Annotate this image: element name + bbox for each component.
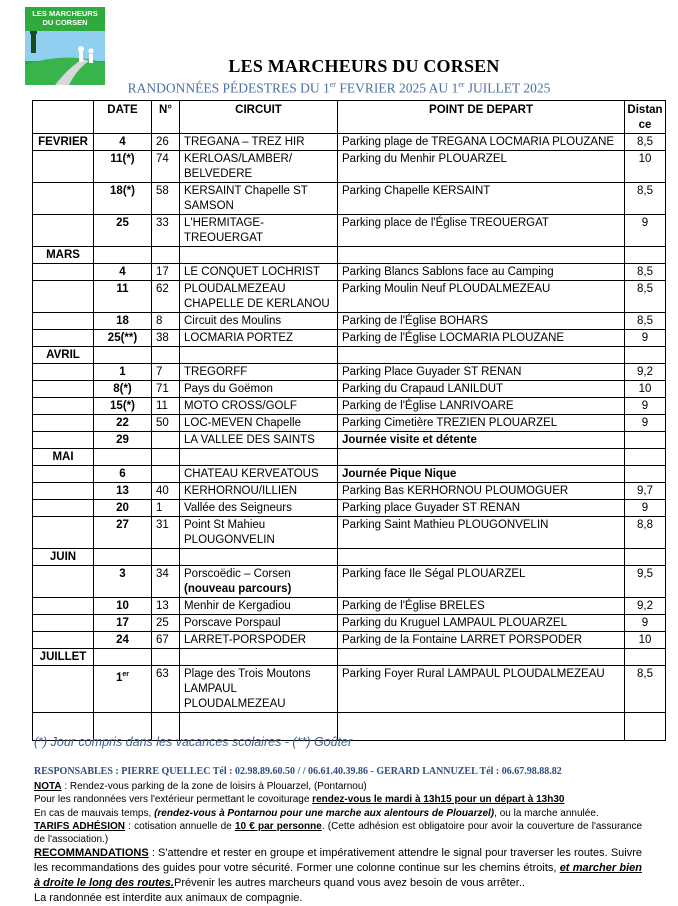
date-suffix: er: [122, 671, 130, 678]
date-value: 29: [116, 434, 129, 446]
table-row: [33, 381, 666, 398]
page-subtitle: [0, 80, 678, 97]
departure-cell: Parking de l'Église LANRIVOARE: [338, 398, 625, 415]
departure-cell: Parking de l'Église BOHARS: [338, 313, 625, 330]
circuit-name: PLOUDALMEZEAU CHAPELLE DE KERLANOU: [184, 283, 330, 310]
circuit-name: Pays du Goëmon: [184, 383, 273, 395]
circuit-number-cell: 7: [152, 364, 180, 381]
circuit-cell: [180, 215, 338, 247]
departure-cell: Journée Pique Nique: [338, 466, 625, 483]
table-row: [33, 549, 666, 566]
circuit-name: LARRET-PORSPODER: [184, 634, 307, 646]
distance-cell: 10: [625, 381, 666, 398]
circuit-number-cell: 40: [152, 483, 180, 500]
departure-cell: Parking Blancs Sablons face au Camping: [338, 264, 625, 281]
distance-cell: 9: [625, 398, 666, 415]
table-row: [33, 466, 666, 483]
departure-cell: Parking Cimetière TREZIEN PLOUARZEL: [338, 415, 625, 432]
weather-highlight: (rendez-vous à Pontarnou pour une marche aux alentours de Plouarzel): [154, 807, 495, 819]
rec-text: : S'attendre et rester en groupe et impérativement attendre le signal pour traverser les routes. Suivre les recommandations des guides pour votre sécurité. Former une colonne continue sur les chemins étroits,: [34, 847, 642, 875]
departure-cell: Parking du Crapaud LANILDUT: [338, 381, 625, 398]
date-cell: [94, 151, 152, 183]
distance-cell: 8,5: [625, 666, 666, 713]
recommendations: [34, 846, 642, 891]
departure-cell: Parking de l'Église BRELES: [338, 598, 625, 615]
table-row: [33, 313, 666, 330]
header-distance: Distan ce: [625, 101, 666, 134]
date-cell: [94, 313, 152, 330]
distance-cell: 8,5: [625, 264, 666, 281]
circuit-number-cell: 13: [152, 598, 180, 615]
departure-cell: Parking de la Fontaine LARRET PORSPODER: [338, 632, 625, 649]
nota-line: [34, 780, 642, 793]
circuit-name: Vallée des Seigneurs: [184, 502, 292, 514]
table-row: [33, 415, 666, 432]
departure-cell: Parking Chapelle KERSAINT: [338, 183, 625, 215]
header-number: N°: [152, 101, 180, 134]
logo-text-line2: DU CORSEN: [42, 18, 88, 27]
circuit-cell: [180, 134, 338, 151]
circuit-number-cell: 62: [152, 281, 180, 313]
month-cell: JUIN: [33, 549, 94, 566]
table-row: [33, 264, 666, 281]
circuit-cell: [180, 313, 338, 330]
page-title: LES MARCHEURS DU CORSEN: [228, 56, 500, 76]
table-row: [33, 134, 666, 151]
circuit-cell: [180, 151, 338, 183]
subtitle-part: JUILLET 2025: [464, 80, 551, 96]
date-cell: [94, 517, 152, 549]
departure-cell: Parking Foyer Rural LAMPAUL PLOUDALMEZEAU: [338, 666, 625, 713]
month-cell: [33, 483, 94, 500]
circuit-number-cell: [152, 449, 180, 466]
departure-cell: Parking face Ile Ségal PLOUARZEL: [338, 566, 625, 598]
date-cell: [94, 549, 152, 566]
table-header-row: [33, 101, 666, 134]
subtitle-sup: er: [329, 80, 336, 89]
departure-cell: Parking plage de TREGANA LOCMARIA PLOUZANE: [338, 134, 625, 151]
table-row: [33, 151, 666, 183]
date-value: 11: [116, 283, 129, 295]
distance-cell: 9: [625, 500, 666, 517]
circuit-name: TREGORFF: [184, 366, 248, 378]
circuit-number-cell: 67: [152, 632, 180, 649]
date-cell: [94, 466, 152, 483]
month-cell: [33, 330, 94, 347]
date-cell: [94, 215, 152, 247]
header-month: [33, 101, 94, 134]
distance-cell: 9: [625, 330, 666, 347]
circuit-name: Porscoëdic – Corsen: [184, 568, 291, 580]
distance-cell: 9,2: [625, 598, 666, 615]
nota-label: NOTA: [34, 781, 62, 792]
circuit-name: Point St Mahieu PLOUGONVELIN: [184, 519, 275, 546]
table-row: [33, 330, 666, 347]
departure-cell: [338, 549, 625, 566]
circuit-number-cell: 58: [152, 183, 180, 215]
date-cell: [94, 364, 152, 381]
table-row: [33, 500, 666, 517]
date-cell: [94, 615, 152, 632]
date-value: 13: [116, 485, 129, 497]
month-cell: [33, 281, 94, 313]
date-cell: [94, 500, 152, 517]
circuit-number-cell: 74: [152, 151, 180, 183]
circuit-cell: [180, 183, 338, 215]
month-cell: [33, 666, 94, 713]
weather-text-end: , ou la marche annulée.: [494, 807, 599, 819]
circuit-name: Menhir de Kergadiou: [184, 600, 291, 612]
circuit-number-cell: [152, 466, 180, 483]
date-value: 8(*): [113, 383, 132, 395]
circuit-name: L'HERMITAGE-TREOUERGAT: [184, 217, 264, 244]
date-value: 1: [115, 671, 123, 684]
departure-cell: Parking du Kruguel LAMPAUL PLOUARZEL: [338, 615, 625, 632]
table-row: [33, 398, 666, 415]
month-cell: [33, 517, 94, 549]
date-value: 4: [119, 136, 126, 148]
date-value: 27: [116, 519, 129, 531]
departure-cell: Parking Bas KERHORNOU PLOUMOGUER: [338, 483, 625, 500]
circuit-name: Circuit des Moulins: [184, 315, 282, 327]
weather-text: En cas de mauvais temps,: [34, 807, 155, 819]
circuit-number-cell: 50: [152, 415, 180, 432]
circuit-cell: [180, 381, 338, 398]
date-cell: [94, 598, 152, 615]
table-row: [33, 432, 666, 449]
date-value: 18: [116, 315, 129, 327]
circuit-cell: [180, 632, 338, 649]
circuit-cell: [180, 566, 338, 598]
circuit-cell: [180, 364, 338, 381]
table-row: [33, 566, 666, 598]
circuit-cell: [180, 415, 338, 432]
date-value: 20: [116, 502, 129, 514]
circuit-cell: [180, 649, 338, 666]
month-cell: [33, 615, 94, 632]
distance-cell: 9,7: [625, 483, 666, 500]
distance-cell: 9,2: [625, 364, 666, 381]
notes: [34, 780, 642, 906]
date-cell: [94, 183, 152, 215]
distance-cell: [625, 466, 666, 483]
circuit-number-cell: 11: [152, 398, 180, 415]
table-row: [33, 183, 666, 215]
date-value: 4: [119, 266, 126, 278]
legend: (*) Jour compris dans les vacances scolaires - (**) Goûter: [34, 735, 353, 749]
date-cell: [94, 432, 152, 449]
month-cell: [33, 466, 94, 483]
circuit-cell: [180, 449, 338, 466]
month-cell: [33, 415, 94, 432]
departure-cell: Parking de l'Église LOCMARIA PLOUZANE: [338, 330, 625, 347]
table-row: [33, 347, 666, 364]
departure-cell: [338, 347, 625, 364]
month-cell: [33, 381, 94, 398]
circuit-number-cell: 17: [152, 264, 180, 281]
month-cell: JUILLET: [33, 649, 94, 666]
subtitle-sup: er: [458, 80, 465, 89]
distance-cell: 10: [625, 632, 666, 649]
distance-cell: 9: [625, 415, 666, 432]
month-cell: [33, 183, 94, 215]
month-cell: [33, 398, 94, 415]
date-cell: [94, 381, 152, 398]
circuit-name: TREGANA – TREZ HIR: [184, 136, 305, 148]
circuit-number-cell: 38: [152, 330, 180, 347]
distance-cell: 8,5: [625, 313, 666, 330]
distance-cell: 9: [625, 215, 666, 247]
table-row: [33, 649, 666, 666]
circuit-name: KERHORNOU/ILLIEN: [184, 485, 298, 497]
table-row: [33, 215, 666, 247]
table-row: [33, 666, 666, 713]
table-row: [33, 517, 666, 549]
circuit-cell: [180, 549, 338, 566]
circuit-cell: [180, 432, 338, 449]
month-cell: [33, 151, 94, 183]
circuit-cell: [180, 330, 338, 347]
departure-cell: Parking place de l'Église TREOUERGAT: [338, 215, 625, 247]
table-row: [33, 247, 666, 264]
circuit-name: Porscave Porspaul: [184, 617, 281, 629]
month-cell: [33, 264, 94, 281]
date-value: 25: [116, 217, 129, 229]
distance-cell: [625, 432, 666, 449]
distance-cell: [625, 247, 666, 264]
date-value: 1: [119, 366, 126, 378]
distance-cell: [625, 449, 666, 466]
date-value: 3: [119, 568, 126, 580]
circuit-name: LOC-MEVEN Chapelle: [184, 417, 301, 429]
date-value: 10: [116, 600, 129, 612]
tarifs-price: 10 € par personne: [234, 820, 322, 832]
circuit-number-cell: [152, 649, 180, 666]
circuit-cell: [180, 598, 338, 615]
circuit-cell: [180, 281, 338, 313]
departure-cell: Parking Saint Mathieu PLOUGONVELIN: [338, 517, 625, 549]
tarifs-text: : cotisation annuelle de: [124, 820, 235, 832]
date-value: 17: [116, 617, 129, 629]
date-value: 24: [116, 634, 129, 646]
subtitle-part: RANDONNÉES PÉDESTRES DU 1: [127, 80, 330, 96]
table-row: [33, 632, 666, 649]
distance-cell: 10: [625, 151, 666, 183]
rec-highlight: et marcher bien à droite le long des routes.: [34, 862, 642, 890]
distance-cell: 8,5: [625, 183, 666, 215]
circuit-number-cell: 63: [152, 666, 180, 713]
header-circuit: CIRCUIT: [180, 101, 338, 134]
departure-cell: [338, 247, 625, 264]
tarifs-label: TARIFS ADHÉSION: [34, 820, 125, 832]
circuit-cell: [180, 666, 338, 713]
date-cell: [94, 330, 152, 347]
month-cell: [33, 313, 94, 330]
circuit-number-cell: 71: [152, 381, 180, 398]
date-cell: [94, 632, 152, 649]
circuit-name: LA VALLEE DES SAINTS: [184, 434, 315, 446]
nota-text: : Rendez-vous parking de la zone de loisirs à Plouarzel, (Pontarnou): [61, 781, 367, 792]
departure-cell: [338, 449, 625, 466]
month-cell: [33, 215, 94, 247]
table-row: [33, 364, 666, 381]
departure-cell: [338, 649, 625, 666]
departure-cell: Parking place Guyader ST RENAN: [338, 500, 625, 517]
date-value: 11(*): [110, 153, 135, 165]
distance-cell: [625, 649, 666, 666]
circuit-number-cell: 31: [152, 517, 180, 549]
circuit-cell: [180, 347, 338, 364]
month-cell: [33, 566, 94, 598]
circuit-name: MOTO CROSS/GOLF: [184, 400, 297, 412]
circuit-number-cell: 34: [152, 566, 180, 598]
circuit-cell: [180, 615, 338, 632]
month-cell: FEVRIER: [33, 134, 94, 151]
month-cell: MAI: [33, 449, 94, 466]
circuit-cell: [180, 247, 338, 264]
month-cell: [33, 598, 94, 615]
date-value: 22: [116, 417, 129, 429]
circuit-cell: [180, 517, 338, 549]
circuit-name: KERSAINT Chapelle ST SAMSON: [184, 185, 308, 212]
circuit-number-cell: [152, 247, 180, 264]
table-row: [33, 615, 666, 632]
date-cell: [94, 264, 152, 281]
circuit-number-cell: 25: [152, 615, 180, 632]
circuit-name: KERLOAS/LAMBER/ BELVEDERE: [184, 153, 293, 180]
date-value: 15(*): [110, 400, 135, 412]
rec-label: RECOMMANDATIONS: [34, 847, 149, 860]
carpool-line: [34, 793, 642, 806]
departure-cell: [338, 713, 625, 741]
date-cell: [94, 247, 152, 264]
circuit-number-cell: [152, 432, 180, 449]
distance-cell: [625, 713, 666, 741]
circuit-number-cell: 33: [152, 215, 180, 247]
tarifs-text-end: . (Cette adhésion est obligatoire pour avoir la couverture de l'assurance de l'association.): [34, 820, 642, 846]
date-value: 18(*): [110, 185, 135, 197]
table-row: [33, 281, 666, 313]
month-cell: [33, 632, 94, 649]
departure-cell: Parking du Menhir PLOUARZEL: [338, 151, 625, 183]
header-date: DATE: [94, 101, 152, 134]
circuit-number-cell: [152, 347, 180, 364]
circuit-name: LE CONQUET LOCHRIST: [184, 266, 320, 278]
circuit-number-cell: 26: [152, 134, 180, 151]
circuit-name: CHATEAU KERVEATOUS: [184, 468, 319, 480]
circuit-cell: [180, 500, 338, 517]
rec-text-end: Prévenir les autres marcheurs quand vous avez besoin de vous arrêter..: [173, 877, 525, 890]
distance-cell: [625, 549, 666, 566]
distance-cell: 9: [625, 615, 666, 632]
departure-cell: Parking Moulin Neuf PLOUDALMEZEAU: [338, 281, 625, 313]
date-cell: [94, 398, 152, 415]
date-cell: [94, 449, 152, 466]
table-row: [33, 449, 666, 466]
distance-cell: 8,8: [625, 517, 666, 549]
logo-text-line1: LES MARCHEURS: [32, 9, 98, 18]
tarifs-line: [34, 820, 642, 847]
date-value: 25(**): [107, 332, 138, 344]
month-cell: AVRIL: [33, 347, 94, 364]
distance-cell: 8,5: [625, 134, 666, 151]
date-value: 6: [119, 468, 126, 480]
responsables: RESPONSABLES : PIERRE QUELLEC Tél : 02.98.89.60.50 / / 06.61.40.39.86 - GERARD LANNUZEL Tél : 06.67.98.88.82: [34, 766, 562, 777]
date-cell: [94, 415, 152, 432]
circuit-name: Plage des Trois Moutons LAMPAUL PLOUDALMEZEAU: [184, 668, 311, 710]
departure-cell: Parking Place Guyader ST RENAN: [338, 364, 625, 381]
date-cell: [94, 649, 152, 666]
distance-cell: 9,5: [625, 566, 666, 598]
circuit-number-cell: 8: [152, 313, 180, 330]
date-cell: [94, 666, 152, 713]
header-departure: POINT DE DEPART: [338, 101, 625, 134]
distance-cell: [625, 347, 666, 364]
weather-line: [34, 807, 642, 820]
month-cell: [33, 364, 94, 381]
month-cell: [33, 500, 94, 517]
circuit-cell: [180, 264, 338, 281]
circuit-note: (nouveau parcours): [184, 583, 292, 595]
departure-cell: Journée visite et détente: [338, 432, 625, 449]
date-cell: [94, 566, 152, 598]
carpool-highlight: rendez-vous le mardi à 13h15 pour un départ à 13h30: [312, 794, 565, 806]
schedule-table: [32, 100, 666, 741]
circuit-number-cell: 1: [152, 500, 180, 517]
circuit-name: LOCMARIA PORTEZ: [184, 332, 294, 344]
carpool-text: Pour les randonnées vers l'extérieur permettant le covoiturage: [34, 794, 313, 806]
date-cell: [94, 281, 152, 313]
circuit-cell: [180, 466, 338, 483]
circuit-number-cell: [152, 549, 180, 566]
circuit-cell: [180, 398, 338, 415]
date-cell: [94, 483, 152, 500]
month-cell: MARS: [33, 247, 94, 264]
subtitle-part: FEVRIER 2025 AU 1: [335, 80, 459, 96]
distance-cell: 8,5: [625, 281, 666, 313]
date-cell: [94, 134, 152, 151]
table-row: [33, 598, 666, 615]
date-cell: [94, 347, 152, 364]
circuit-cell: [180, 483, 338, 500]
month-cell: [33, 432, 94, 449]
table-row: [33, 483, 666, 500]
animals-line: La randonnée est interdite aux animaux de compagnie.: [34, 892, 303, 905]
